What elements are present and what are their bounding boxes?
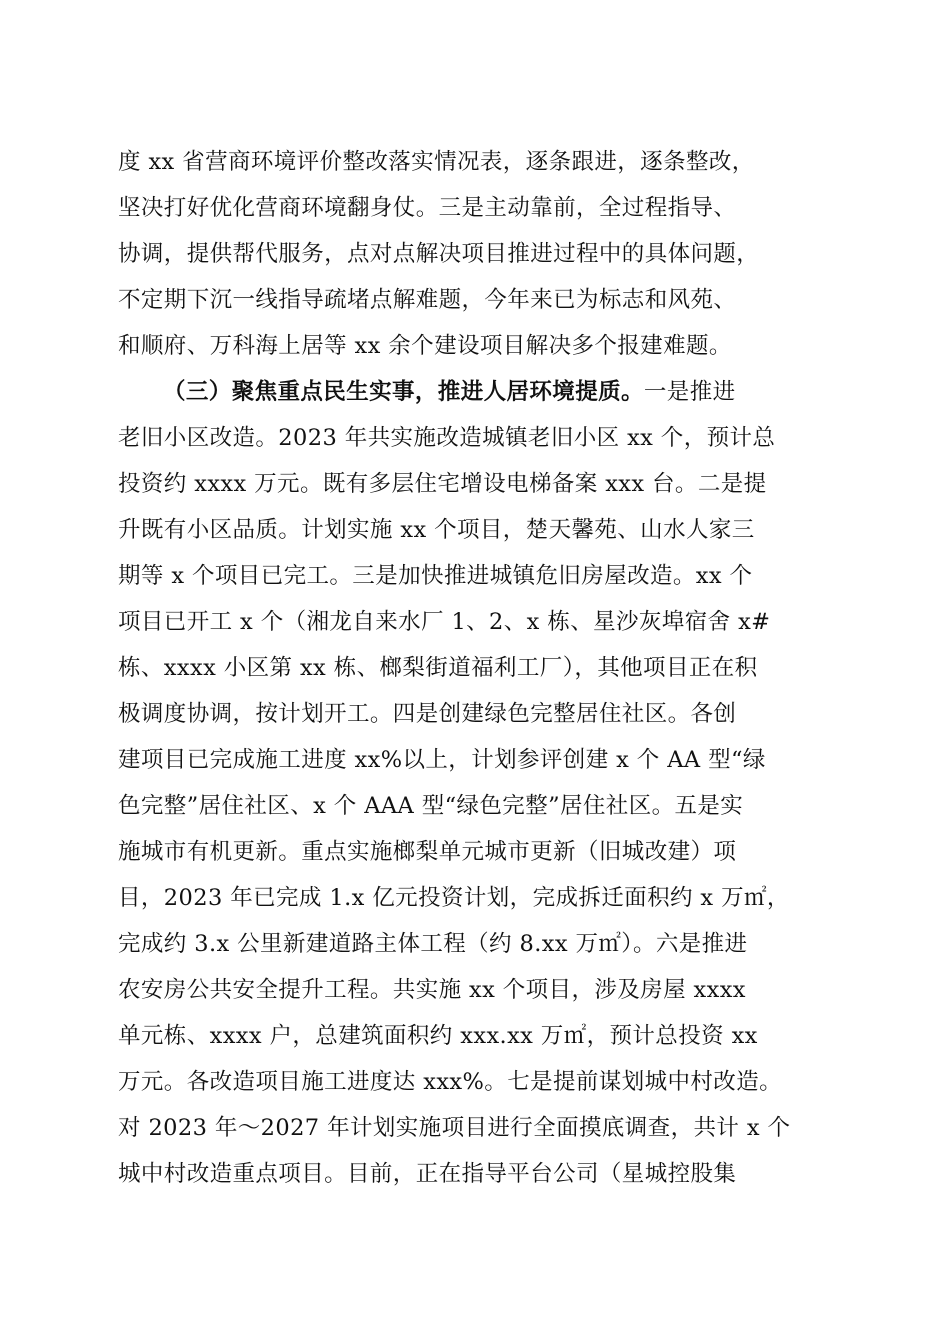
section-heading: （三）聚焦重点民生实事，推进人居环境提质。: [163, 379, 644, 405]
text-line: 万元。各改造项目施工进度达 xxx%。七是提前谋划城中村改造。: [118, 1069, 783, 1095]
text-line: 一是推进: [643, 379, 736, 405]
text-line: 城中村改造重点项目。目前，正在指导平台公司（星城控股集: [118, 1161, 737, 1187]
text-line: 和顺府、万科海上居等 xx 余个建设项目解决多个报建难题。: [118, 333, 732, 359]
text-line: 升既有小区品质。计划实施 xx 个项目，楚天馨苑、山水人家三: [118, 517, 755, 543]
text-line: 老旧小区改造。2023 年共实施改造城镇老旧小区 xx 个，预计总: [118, 425, 776, 451]
text-line: 色完整”居住社区、x 个 AAA 型“绿色完整”居住社区。五是实: [118, 793, 744, 819]
text-line: 协调，提供帮代服务，点对点解决项目推进过程中的具体问题，: [118, 241, 760, 267]
paragraph-first-line: [163, 377, 843, 407]
text-line: 完成约 3.x 公里新建道路主体工程（约 8.xx 万㎡）。六是推进: [118, 931, 748, 957]
text-line: 不定期下沉一线指导疏堵点解难题，今年来已为标志和风苑、: [118, 287, 737, 313]
text-line: 项目已开工 x 个（湘龙自来水厂 1、2、x 栋、星沙灰埠宿舍 x#: [118, 609, 771, 635]
text-line: 坚决打好优化营商环境翻身仗。三是主动靠前，全过程指导、: [118, 195, 737, 221]
text-line: 农安房公共安全提升工程。共实施 xx 个项目，涉及房屋 xxxx: [118, 977, 746, 1003]
text-line: 施城市有机更新。重点实施榔梨单元城市更新（旧城改建）项: [118, 839, 737, 865]
text-line: 极调度协调，按计划开工。四是创建绿色完整居住社区。各创: [118, 701, 737, 727]
text-line: 度 xx 省营商环境评价整改落实情况表，逐条跟进，逐条整改，: [118, 149, 755, 175]
text-line: 单元栋、xxxx 户，总建筑面积约 xxx.xx 万㎡，预计总投资 xx: [118, 1023, 758, 1049]
text-line: 目，2023 年已完成 1.x 亿元投资计划，完成拆迁面积约 x 万㎡，: [118, 885, 790, 911]
text-line: 期等 x 个项目已完工。三是加快推进城镇危旧房屋改造。xx 个: [118, 563, 753, 589]
text-line: 栋、xxxx 小区第 xx 栋、榔梨街道福利工厂），其他项目正在积: [118, 655, 758, 681]
text-line: 对 2023 年～2027 年计划实施项目进行全面摸底调查，共计 x 个: [118, 1115, 791, 1141]
text-line: 建项目已完成施工进度 xx%以上，计划参评创建 x 个 AA 型“绿: [118, 747, 766, 773]
text-line: 投资约 xxxx 万元。既有多层住宅增设电梯备案 xxx 台。二是提: [118, 471, 767, 497]
